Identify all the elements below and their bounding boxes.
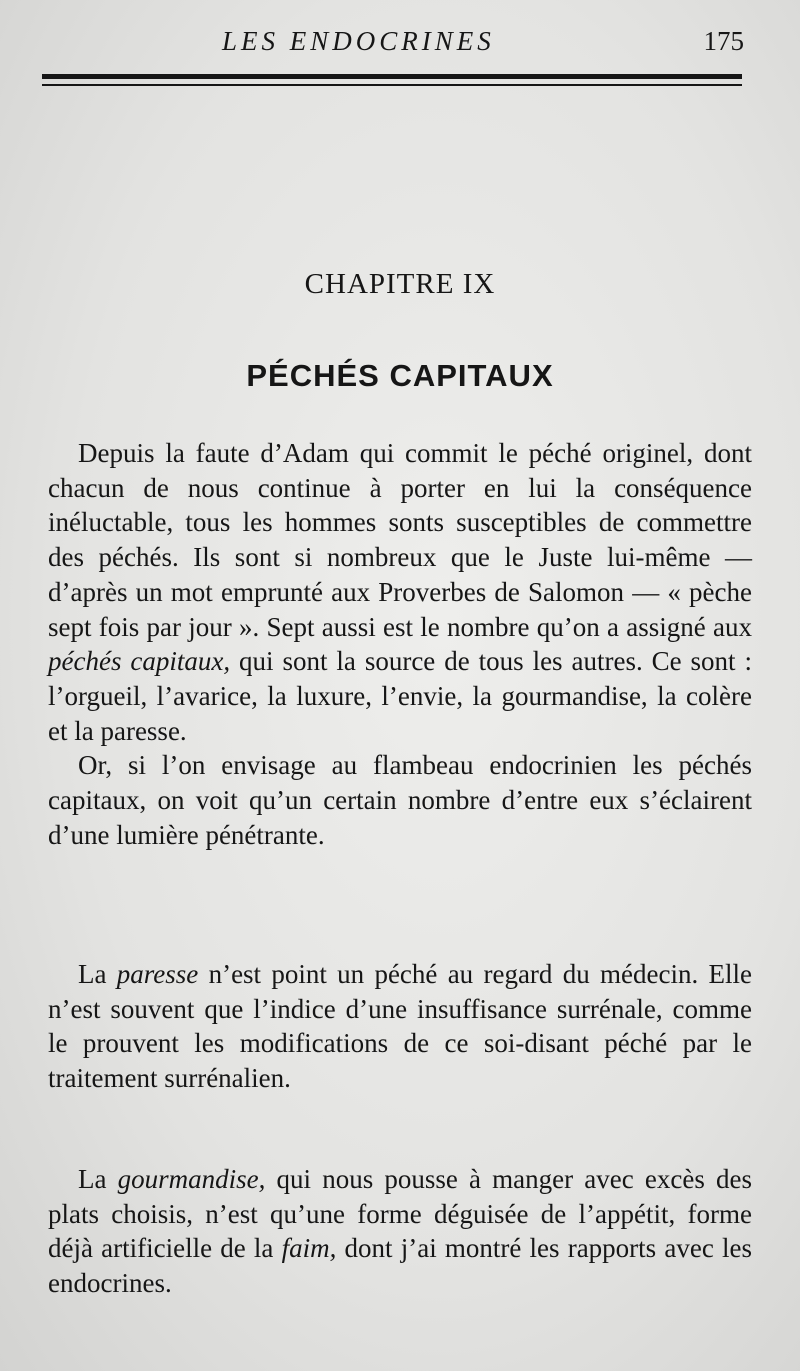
section-intro bbox=[48, 436, 752, 852]
italic-run: péchés capitaux, bbox=[48, 646, 231, 677]
paragraph: Or, si l’on envisage au flambeau endocrinien les péchés capitaux, on voit qu’un certain nombre d’entre eux s’éclairent d’une lumière pénétrante. bbox=[48, 750, 752, 850]
header-rule-thick bbox=[42, 74, 742, 79]
paragraph bbox=[48, 1162, 752, 1301]
chapter-title: PÉCHÉS CAPITAUX bbox=[246, 358, 554, 393]
chapter-label: CHAPITRE IX bbox=[304, 268, 496, 300]
text-run: Depuis la faute d’Adam qui commit le péché originel, dont chacun de nous continue à porter en lui la conséquence inéluctable, tous les hommes sonts susceptibles de commettre des péchés. Ils sont si nombreux que le Juste lui-même — d’après un mot emprunté aux Proverbes de Salomon — « pèche sept fois par jour ». Sept aussi est le nombre qu’on a assigné aux bbox=[48, 438, 752, 642]
text-run: n’est point un péché au regard du médecin. Elle n’est souvent que l’indice d’une insuffisance surrénale, comme le prouvent les modifications de ce soi-disant péché par le traitement surrénalien. bbox=[48, 959, 752, 1094]
text-run: dont j’ai montré les rapports avec les endocrines. bbox=[48, 1233, 752, 1299]
page-header bbox=[44, 24, 744, 64]
italic-run: gourmandise, bbox=[117, 1164, 266, 1194]
italic-run: faim, bbox=[281, 1233, 337, 1264]
header-rule-thin bbox=[42, 84, 742, 86]
page-number: 175 bbox=[703, 26, 744, 56]
section-gourmandise bbox=[48, 1162, 752, 1301]
text-run: La bbox=[78, 959, 117, 989]
text-run: qui sont la source de tous les autres. Ce sont : l’orgueil, l’avarice, la luxure, l’envie, la gourmandise, la colère et la paresse. bbox=[48, 646, 752, 746]
italic-run: paresse bbox=[116, 959, 199, 989]
running-title: LES ENDOCRINES bbox=[222, 26, 495, 56]
paragraph bbox=[48, 957, 752, 1096]
section-paresse bbox=[48, 957, 752, 1096]
text-run: qui nous pousse à manger avec excès des plats choisis, n’est qu’une forme déguisée de l’appétit, forme déjà artificielle de la bbox=[48, 1164, 752, 1264]
paragraph bbox=[48, 436, 752, 748]
text-run: La bbox=[78, 1164, 118, 1194]
